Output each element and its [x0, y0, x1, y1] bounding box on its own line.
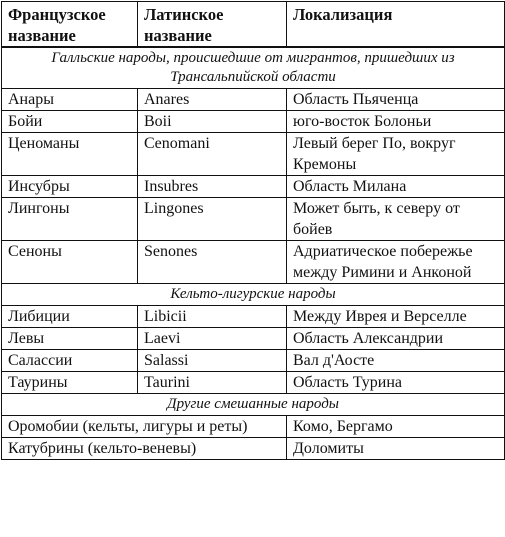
peoples-table	[1, 1, 505, 460]
table-row	[2, 198, 505, 241]
french-name-cell: Ценоманы	[2, 133, 138, 176]
french-name-cell: Левы	[2, 328, 138, 350]
latin-name-cell: Salassi	[138, 350, 287, 372]
location-cell: Область Милана	[287, 176, 505, 198]
location-cell: Область Турина	[287, 372, 505, 394]
location-cell: Адриатическое побережье между Римини и Анконой	[287, 241, 505, 284]
location-cell: Комо, Бергамо	[287, 416, 505, 438]
table-row	[2, 241, 505, 284]
table-row	[2, 438, 505, 460]
location-cell: Вал д'Аосте	[287, 350, 505, 372]
french-name-cell: Катубрины (кельто-веневы)	[2, 438, 287, 460]
location-cell: Область Александрии	[287, 328, 505, 350]
latin-name-cell: Insubres	[138, 176, 287, 198]
french-name-cell: Салассии	[2, 350, 138, 372]
location-cell: Левый берег По, вокруг Кремоны	[287, 133, 505, 176]
section-title: Кельто-лигурские народы	[2, 284, 505, 306]
latin-name-cell: Taurini	[138, 372, 287, 394]
french-name-cell: Оромобии (кельты, лигуры и реты)	[2, 416, 287, 438]
location-cell: Доломиты	[287, 438, 505, 460]
french-name-cell: Таурины	[2, 372, 138, 394]
header-row	[2, 2, 505, 48]
location-cell: юго-восток Болоньи	[287, 111, 505, 133]
section-title: Другие смешанные народы	[2, 394, 505, 416]
latin-name-cell: Laevi	[138, 328, 287, 350]
table-row	[2, 350, 505, 372]
header-french-name: Французское название	[2, 2, 138, 48]
location-cell: Область Пьяченца	[287, 89, 505, 111]
french-name-cell: Сеноны	[2, 241, 138, 284]
location-cell: Между Иврея и Верселле	[287, 306, 505, 328]
section-title: Галльские народы, происшедшие от мигрантов, пришедших из Трансальпийской области	[2, 47, 505, 89]
latin-name-cell: Lingones	[138, 198, 287, 241]
location-cell: Может быть, к северу от бойев	[287, 198, 505, 241]
french-name-cell: Инсубры	[2, 176, 138, 198]
table-row	[2, 111, 505, 133]
header-latin-name: Латинское название	[138, 2, 287, 48]
table-row	[2, 176, 505, 198]
latin-name-cell: Boii	[138, 111, 287, 133]
french-name-cell: Лингоны	[2, 198, 138, 241]
section-row	[2, 47, 505, 89]
table-row	[2, 306, 505, 328]
table-row	[2, 328, 505, 350]
latin-name-cell: Cenomani	[138, 133, 287, 176]
table-row	[2, 133, 505, 176]
header-localization: Локализация	[287, 2, 505, 48]
french-name-cell: Бойи	[2, 111, 138, 133]
french-name-cell: Либиции	[2, 306, 138, 328]
table-row	[2, 416, 505, 438]
section-row	[2, 284, 505, 306]
table-row	[2, 372, 505, 394]
table-row	[2, 89, 505, 111]
latin-name-cell: Anares	[138, 89, 287, 111]
french-name-cell: Анары	[2, 89, 138, 111]
latin-name-cell: Libicii	[138, 306, 287, 328]
section-row	[2, 394, 505, 416]
latin-name-cell: Senones	[138, 241, 287, 284]
